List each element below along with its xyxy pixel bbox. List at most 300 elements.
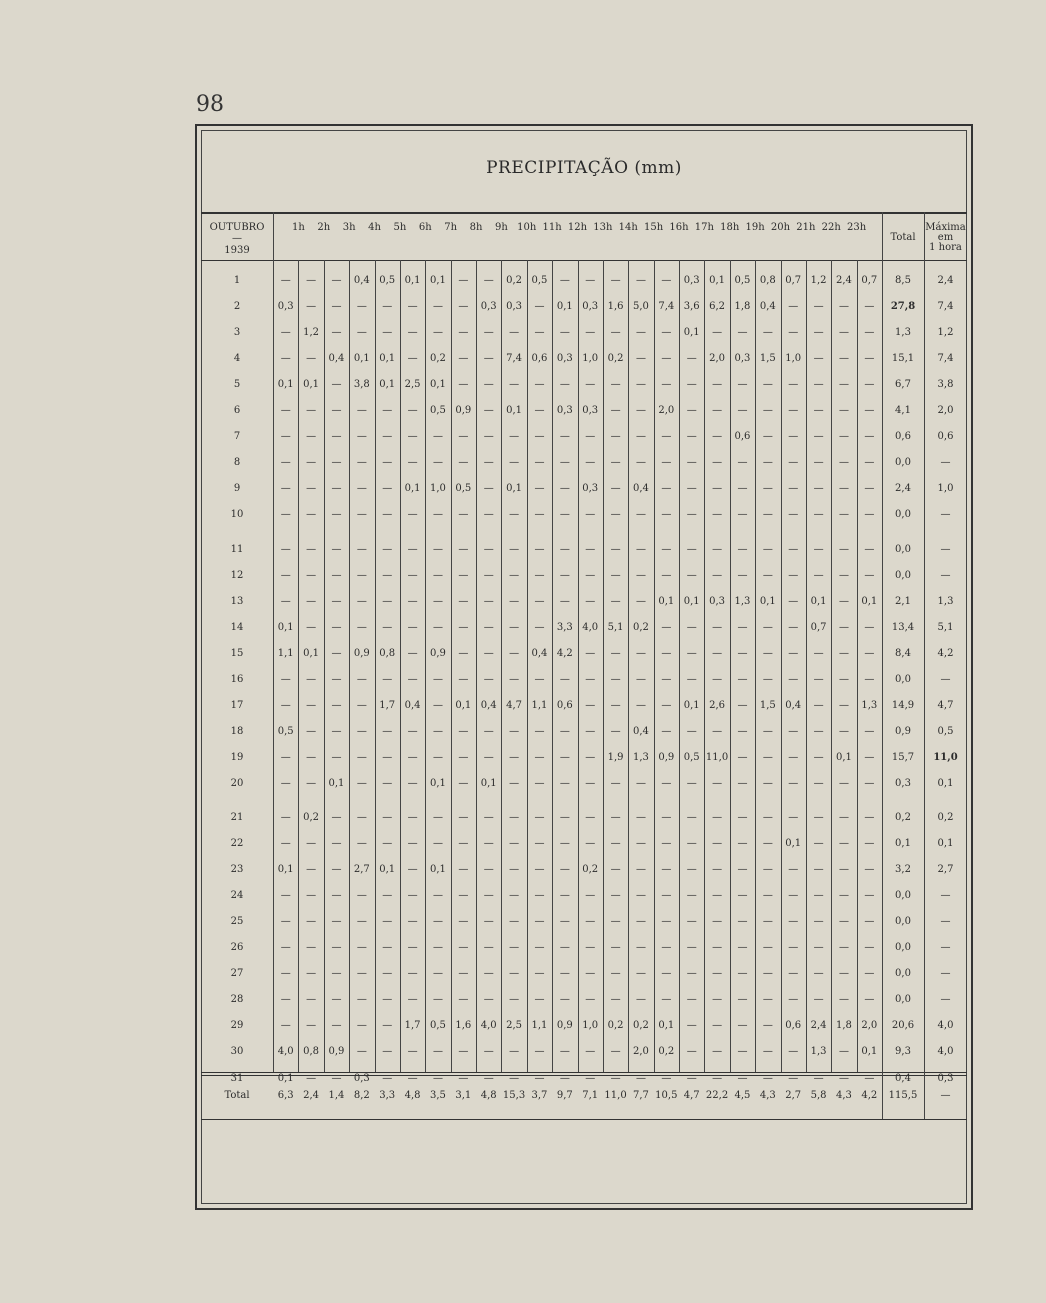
hourly-value: — [483, 812, 494, 823]
hourly-value: — [610, 673, 621, 685]
hourly-value: — [306, 275, 317, 286]
hourly-value: — [559, 569, 570, 581]
hourly-value: — [356, 509, 367, 521]
hourly-value: — [306, 673, 317, 685]
hourly-value: — [356, 483, 367, 495]
hourly-value: — [382, 569, 393, 581]
day-label: 18 [230, 725, 244, 737]
hourly-value: — [458, 431, 469, 443]
hourly-total: 4,3 [835, 1090, 852, 1101]
hourly-total: 9,7 [556, 1090, 573, 1101]
hourly-value: — [382, 777, 393, 789]
hourly-value: — [331, 942, 342, 954]
hourly-value: 1,0 [785, 353, 802, 365]
hourly-value: 0,3 [582, 483, 599, 495]
hourly-value: — [686, 725, 697, 737]
hourly-value: — [509, 916, 520, 928]
hourly-value: 0,5 [277, 725, 294, 737]
table-frame-inner [201, 130, 967, 1204]
hourly-value: — [559, 673, 570, 685]
hourly-total: 3,5 [429, 1090, 446, 1101]
hourly-value: — [712, 1020, 723, 1032]
hourly-value: — [356, 457, 367, 469]
hourly-value: — [331, 647, 342, 659]
hourly-value: — [382, 838, 393, 850]
hourly-total: 4,3 [759, 1090, 776, 1101]
hourly-value: — [610, 838, 621, 850]
hourly-value: — [509, 751, 520, 763]
hourly-value: — [788, 301, 799, 313]
hourly-value: — [509, 812, 520, 823]
hourly-value: 1,8 [835, 1020, 852, 1032]
hourly-total: 7,7 [632, 1090, 649, 1101]
day-label: 17 [230, 699, 244, 711]
hourly-value: — [686, 1020, 697, 1032]
hourly-value: — [407, 968, 418, 980]
grand-total: 115,5 [888, 1090, 918, 1101]
hourly-value: — [635, 379, 646, 391]
hourly-value: — [432, 543, 443, 555]
hourly-value: — [864, 994, 875, 1006]
hourly-value: 0,3 [556, 405, 573, 417]
hourly-value: — [509, 777, 520, 789]
hourly-value: — [407, 673, 418, 685]
hourly-value: — [483, 353, 494, 365]
hourly-value: — [864, 864, 875, 876]
day-label: 12 [230, 569, 244, 581]
hourly-value: — [382, 942, 393, 954]
day-label: 14 [230, 621, 244, 633]
max-one-hour: 0,1 [937, 838, 954, 850]
hourly-value: — [280, 431, 291, 443]
hourly-value: — [534, 483, 545, 495]
hourly-value: — [610, 942, 621, 954]
hourly-value: — [610, 1046, 621, 1058]
hourly-total: 7,1 [582, 1090, 599, 1101]
hourly-value: — [737, 777, 748, 789]
hourly-value: — [686, 1046, 697, 1058]
header-max-line2: em [937, 232, 954, 243]
hourly-value: 5,1 [607, 621, 624, 633]
day-label: 10 [230, 509, 244, 521]
header-dash: — [232, 233, 242, 244]
hourly-value: 1,1 [531, 1020, 548, 1032]
page-title: PRECIPITAÇÃO (mm) [486, 158, 682, 178]
hourly-value: — [813, 942, 824, 954]
hourly-value: — [737, 1072, 748, 1084]
hourly-total: 4,8 [480, 1090, 497, 1101]
hourly-value: 1,0 [429, 483, 446, 495]
header-max-line3: 1 hora [929, 242, 962, 253]
hourly-value: — [306, 595, 317, 607]
hourly-value: — [686, 509, 697, 521]
hourly-value: 4,2 [556, 647, 573, 659]
day-label: 15 [230, 647, 244, 659]
hourly-value: — [661, 1072, 672, 1084]
hourly-value: — [813, 457, 824, 469]
hourly-value: — [585, 431, 596, 443]
hourly-value: — [635, 275, 646, 286]
hourly-value: — [509, 431, 520, 443]
hourly-value: — [331, 509, 342, 521]
hourly-value: — [585, 509, 596, 521]
hourly-value: — [356, 327, 367, 339]
hourly-value: 0,4 [353, 275, 370, 286]
hourly-value: — [585, 275, 596, 286]
hourly-value: — [382, 1020, 393, 1032]
hourly-value: — [762, 864, 773, 876]
hourly-value: — [280, 777, 291, 789]
max-one-hour: — [940, 509, 951, 521]
hourly-value: 0,1 [277, 864, 294, 876]
hourly-value: — [712, 994, 723, 1006]
hourly-value: 0,4 [632, 483, 649, 495]
hourly-value: — [432, 1072, 443, 1084]
daily-total: 2,1 [895, 595, 911, 607]
hourly-value: — [382, 327, 393, 339]
hourly-total: 6,3 [277, 1090, 294, 1101]
hourly-value: — [331, 275, 342, 286]
hourly-value: — [762, 777, 773, 789]
hourly-value: — [813, 405, 824, 417]
hourly-value: — [432, 673, 443, 685]
hourly-value: — [407, 1046, 418, 1058]
hourly-value: 0,6 [556, 699, 573, 711]
hourly-value: — [686, 457, 697, 469]
hourly-value: — [432, 725, 443, 737]
hourly-value: — [432, 916, 443, 928]
hourly-value: — [432, 301, 443, 313]
hourly-value: — [635, 569, 646, 581]
hourly-value: — [432, 621, 443, 633]
hourly-value: 2,6 [709, 699, 726, 711]
hour-header: 12h [567, 222, 588, 233]
hourly-value: — [280, 509, 291, 521]
hourly-value: — [635, 968, 646, 980]
hourly-value: — [534, 968, 545, 980]
hourly-value: — [534, 327, 545, 339]
hourly-value: 0,3 [683, 275, 700, 286]
hourly-value: — [483, 994, 494, 1006]
hourly-value: — [382, 621, 393, 633]
hourly-value: — [788, 942, 799, 954]
hour-header: 17h [694, 222, 714, 233]
hourly-value: — [432, 812, 443, 823]
hourly-value: — [306, 405, 317, 417]
hourly-value: — [686, 968, 697, 980]
day-label: 21 [230, 812, 244, 823]
hourly-value: 0,3 [277, 301, 294, 313]
hourly-value: — [788, 621, 799, 633]
hourly-value: — [864, 1072, 875, 1084]
hourly-value: — [356, 1020, 367, 1032]
hourly-value: 3,3 [556, 621, 573, 633]
hourly-value: — [559, 751, 570, 763]
hourly-value: — [356, 777, 367, 789]
hourly-value: 5,0 [632, 301, 649, 313]
hourly-value: 3,8 [353, 379, 370, 391]
hourly-value: — [280, 405, 291, 417]
day-label: 20 [230, 777, 244, 789]
hourly-value: — [838, 327, 849, 339]
hourly-value: — [356, 621, 367, 633]
hourly-value: — [864, 621, 875, 633]
hourly-value: — [788, 595, 799, 607]
hourly-value: — [838, 890, 849, 902]
hourly-value: — [661, 725, 672, 737]
hourly-value: 1,2 [810, 275, 827, 286]
max-one-hour: 4,0 [937, 1020, 954, 1032]
daily-total: 0,0 [895, 916, 911, 928]
hourly-value: — [661, 699, 672, 711]
hour-header: 22h [821, 222, 841, 233]
max-one-hour: 4,2 [937, 647, 954, 659]
hourly-value: 1,7 [379, 699, 396, 711]
hourly-value: — [813, 812, 824, 823]
hourly-value: — [864, 916, 875, 928]
hourly-value: — [585, 812, 596, 823]
hourly-value: — [635, 1072, 646, 1084]
hourly-value: — [712, 942, 723, 954]
hourly-value: 1,1 [531, 699, 548, 711]
hourly-value: — [737, 864, 748, 876]
hourly-value: 0,2 [632, 621, 649, 633]
hourly-value: — [838, 431, 849, 443]
hourly-value: — [838, 699, 849, 711]
daily-total: 4,1 [895, 405, 911, 417]
hourly-total: 8,2 [353, 1090, 370, 1101]
hourly-value: 2,0 [632, 1046, 649, 1058]
hourly-value: — [458, 725, 469, 737]
hourly-value: — [838, 301, 849, 313]
hourly-value: 0,1 [429, 864, 446, 876]
hourly-value: — [280, 595, 291, 607]
hourly-value: — [559, 431, 570, 443]
hourly-value: — [635, 457, 646, 469]
hourly-value: 0,4 [328, 353, 345, 365]
hourly-value: — [483, 327, 494, 339]
hourly-total: 10,5 [655, 1090, 678, 1101]
hourly-value: — [610, 890, 621, 902]
hourly-value: — [559, 968, 570, 980]
hourly-value: 0,9 [328, 1046, 345, 1058]
hourly-value: — [686, 916, 697, 928]
hour-header: 11h [542, 222, 562, 233]
hourly-value: — [534, 725, 545, 737]
hourly-value: — [661, 379, 672, 391]
hourly-value: 4,0 [480, 1020, 497, 1032]
hourly-value: — [559, 483, 570, 495]
hourly-value: — [458, 379, 469, 391]
hourly-value: — [356, 994, 367, 1006]
hourly-value: — [737, 916, 748, 928]
hourly-value: — [534, 777, 545, 789]
hour-header: 4h [368, 222, 381, 233]
hourly-value: — [407, 838, 418, 850]
hourly-value: — [762, 673, 773, 685]
hourly-value: — [585, 725, 596, 737]
hourly-value: 0,1 [455, 699, 472, 711]
hourly-value: 0,8 [379, 647, 396, 659]
daily-total: 0,1 [895, 838, 911, 850]
hourly-value: — [356, 968, 367, 980]
max-one-hour: 11,0 [933, 751, 958, 763]
hourly-value: — [534, 751, 545, 763]
header-total: Total [890, 232, 916, 243]
hourly-value: — [559, 327, 570, 339]
hourly-value: — [635, 353, 646, 365]
totals-label: Total [224, 1090, 250, 1101]
hourly-value: — [712, 569, 723, 581]
max-one-hour: 0,1 [937, 777, 954, 789]
hourly-value: — [737, 1046, 748, 1058]
hourly-value: — [762, 621, 773, 633]
hourly-value: — [306, 509, 317, 521]
hourly-value: 1,6 [607, 301, 624, 313]
hourly-value: — [534, 864, 545, 876]
hourly-value: — [712, 457, 723, 469]
hourly-value: — [458, 1072, 469, 1084]
hourly-value: — [382, 725, 393, 737]
hourly-value: — [407, 725, 418, 737]
hourly-value: 0,1 [277, 621, 294, 633]
hourly-value: — [534, 890, 545, 902]
hourly-value: — [864, 509, 875, 521]
day-label: 5 [233, 379, 241, 391]
daily-total: 1,3 [895, 327, 911, 339]
hourly-value: — [864, 543, 875, 555]
max-one-hour: 4,0 [937, 1046, 954, 1058]
hourly-value: — [864, 457, 875, 469]
hourly-value: — [306, 621, 317, 633]
hourly-value: — [712, 327, 723, 339]
hourly-value: — [585, 673, 596, 685]
hourly-value: 1,1 [277, 647, 294, 659]
hourly-value: — [864, 569, 875, 581]
max-one-hour: 0,2 [937, 812, 954, 823]
hourly-value: — [382, 543, 393, 555]
hourly-value: — [331, 725, 342, 737]
hourly-value: — [661, 509, 672, 521]
hourly-value: 0,9 [353, 647, 370, 659]
hourly-value: — [331, 864, 342, 876]
hourly-value: — [483, 595, 494, 607]
max-one-hour: — [940, 942, 951, 954]
hourly-value: — [737, 812, 748, 823]
hourly-value: — [686, 483, 697, 495]
hourly-value: — [331, 569, 342, 581]
hourly-value: — [762, 543, 773, 555]
max-one-hour: — [940, 968, 951, 980]
hourly-value: — [585, 994, 596, 1006]
hourly-value: 0,9 [455, 405, 472, 417]
max-one-hour: — [940, 890, 951, 902]
hourly-value: — [382, 405, 393, 417]
hourly-value: — [458, 457, 469, 469]
hourly-value: — [407, 509, 418, 521]
hourly-value: — [864, 431, 875, 443]
hourly-value: — [559, 595, 570, 607]
hourly-value: — [737, 699, 748, 711]
max-one-hour: 0,6 [937, 431, 954, 443]
header-divider [201, 260, 967, 261]
hour-header: 5h [393, 222, 407, 233]
max-one-hour: 7,4 [937, 301, 954, 313]
hourly-value: — [813, 777, 824, 789]
hourly-value: — [838, 569, 849, 581]
hourly-value: — [559, 1046, 570, 1058]
hourly-total: 11,0 [604, 1090, 627, 1101]
hourly-value: — [382, 994, 393, 1006]
hourly-value: — [534, 838, 545, 850]
max-one-hour: 2,4 [937, 275, 954, 286]
hourly-total: 22,2 [705, 1090, 729, 1101]
hourly-value: — [407, 916, 418, 928]
day-label: 22 [230, 838, 244, 850]
hourly-value: 2,5 [404, 379, 421, 391]
day-label: 24 [230, 890, 244, 902]
hourly-value: — [635, 509, 646, 521]
hourly-value: — [813, 838, 824, 850]
hourly-value: — [838, 509, 849, 521]
max-one-hour: — [940, 673, 951, 685]
max-one-hour: — [940, 916, 951, 928]
hourly-value: — [483, 1072, 494, 1084]
hourly-value: — [864, 890, 875, 902]
hourly-value: — [737, 994, 748, 1006]
hourly-value: — [483, 457, 494, 469]
hourly-value: 2,0 [658, 405, 675, 417]
max-one-hour: 0,3 [937, 1072, 954, 1084]
hourly-value: — [280, 483, 291, 495]
hourly-value: 0,9 [556, 1020, 573, 1032]
hourly-value: — [813, 890, 824, 902]
hourly-value: — [509, 1072, 520, 1084]
hourly-value: — [661, 621, 672, 633]
hourly-value: 1,6 [455, 1020, 472, 1032]
day-label: 30 [230, 1046, 244, 1058]
hourly-value: 0,1 [683, 595, 700, 607]
hourly-total: 3,1 [455, 1090, 472, 1101]
hourly-value: — [356, 673, 367, 685]
hourly-value: 0,1 [709, 275, 726, 286]
hourly-value: — [331, 812, 342, 823]
hourly-value: 0,7 [785, 275, 802, 286]
hourly-value: 0,3 [582, 405, 599, 417]
hourly-value: — [559, 864, 570, 876]
hourly-value: — [737, 379, 748, 391]
hourly-value: — [686, 890, 697, 902]
daily-total: 2,4 [895, 483, 911, 495]
daily-total: 0,0 [895, 543, 911, 555]
hourly-value: — [864, 647, 875, 659]
hourly-value: — [686, 673, 697, 685]
hourly-value: — [382, 890, 393, 902]
hourly-value: — [737, 751, 748, 763]
hourly-value: — [331, 890, 342, 902]
hourly-value: 1,8 [734, 301, 751, 313]
hourly-value: — [635, 327, 646, 339]
hourly-value: — [509, 509, 520, 521]
hourly-value: — [838, 405, 849, 417]
hourly-value: — [610, 777, 621, 789]
hourly-value: — [737, 327, 748, 339]
hourly-value: — [331, 483, 342, 495]
hourly-value: — [280, 1020, 291, 1032]
hourly-value: — [280, 457, 291, 469]
hourly-value: — [610, 1072, 621, 1084]
hourly-value: — [737, 890, 748, 902]
